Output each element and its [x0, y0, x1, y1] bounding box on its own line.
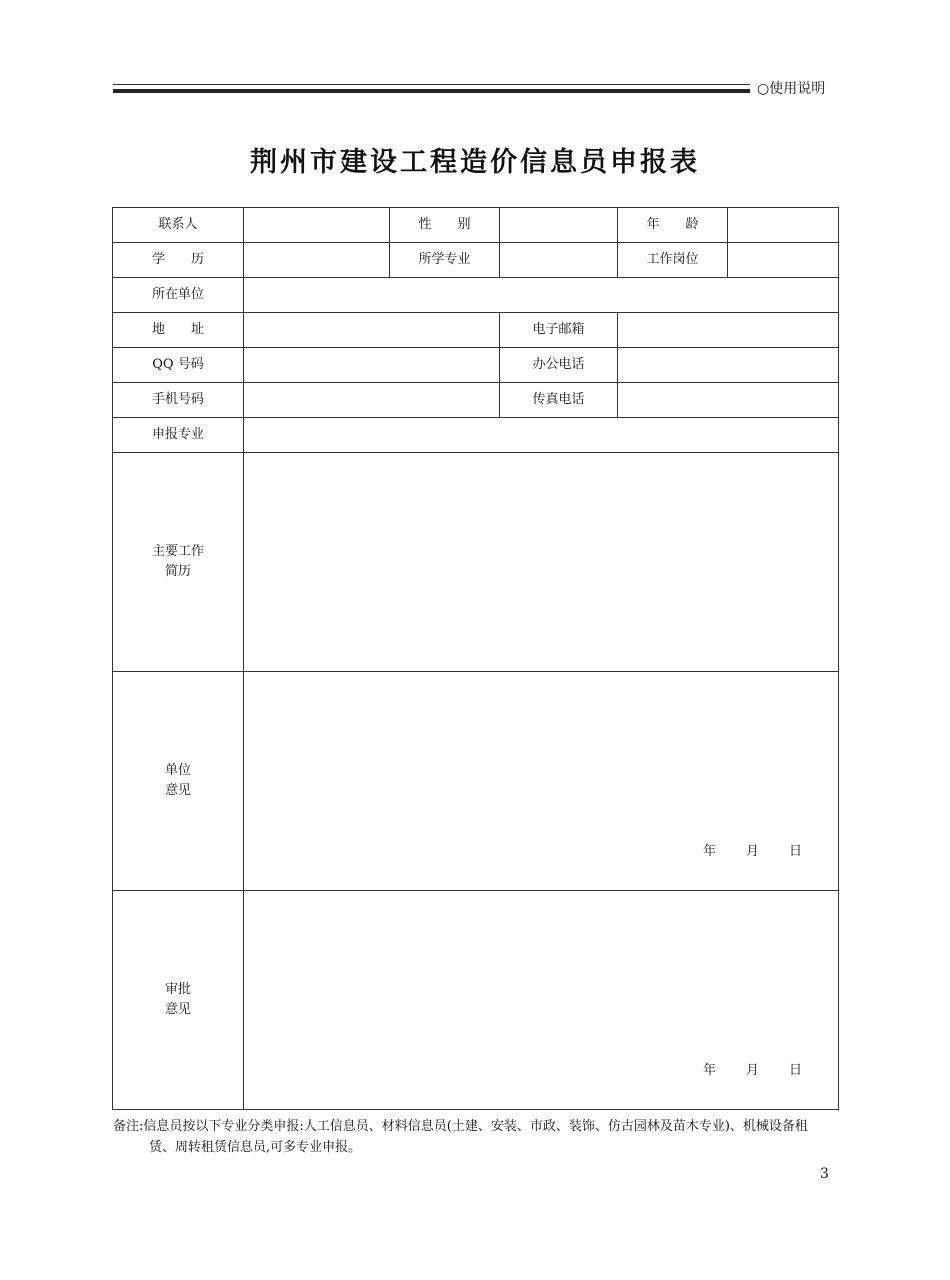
resume-field[interactable]: [244, 453, 839, 672]
resume-label-line2: 简历: [164, 564, 191, 579]
approval-label-line2: 意见: [164, 1002, 191, 1017]
approval-label: [113, 891, 244, 1110]
table-row: [113, 453, 839, 672]
qq-label: QQ 号码: [113, 348, 244, 383]
position-field[interactable]: [728, 243, 839, 278]
table-row: [113, 383, 839, 418]
education-field[interactable]: [244, 243, 390, 278]
date-day: 日: [788, 844, 802, 859]
fax-label: 传真电话: [500, 383, 618, 418]
contact-label: 联系人: [113, 208, 244, 243]
footnote-line2: 赁、周转租赁信息员,可多专业申报。: [149, 1140, 362, 1155]
gender-field[interactable]: [500, 208, 618, 243]
address-field[interactable]: [244, 313, 500, 348]
fax-field[interactable]: [618, 383, 839, 418]
unit-opinion-label: [113, 672, 244, 891]
table-row: [113, 208, 839, 243]
header-rule-thin: [113, 84, 750, 85]
date-day: 日: [788, 1063, 802, 1078]
page-title: 荆州市建设工程造价信息员申报表: [250, 147, 700, 178]
employer-field[interactable]: [244, 278, 839, 313]
resume-label: [113, 453, 244, 672]
email-label: 电子邮箱: [500, 313, 618, 348]
unit-opinion-date: [673, 842, 802, 862]
unit-opinion-label-line1: 单位: [164, 763, 191, 778]
date-year: 年: [702, 1063, 716, 1078]
footnote-line1: 备注:信息员按以下专业分类申报:人工信息员、材料信息员(土建、安装、市政、装饰、仿古园林及苗木专业)、机械设备租: [113, 1119, 808, 1134]
qq-field[interactable]: [244, 348, 500, 383]
age-field[interactable]: [728, 208, 839, 243]
table-row: [113, 418, 839, 453]
education-label: 学 历: [113, 243, 244, 278]
age-label: 年 龄: [618, 208, 728, 243]
position-label: 工作岗位: [618, 243, 728, 278]
date-month: 月: [745, 844, 759, 859]
email-field[interactable]: [618, 313, 839, 348]
major-label: 所学专业: [390, 243, 500, 278]
approval-field[interactable]: [244, 891, 839, 1110]
footnote: [113, 1116, 843, 1158]
unit-opinion-field[interactable]: [244, 672, 839, 891]
table-row: [113, 672, 839, 891]
approval-label-line1: 审批: [164, 982, 191, 997]
gender-label: 性 别: [390, 208, 500, 243]
page-number: 3: [820, 1166, 829, 1182]
employer-label: 所在单位: [113, 278, 244, 313]
table-row: [113, 313, 839, 348]
mobile-field[interactable]: [244, 383, 500, 418]
major-field[interactable]: [500, 243, 618, 278]
table-row: [113, 278, 839, 313]
office-phone-field[interactable]: [618, 348, 839, 383]
address-label: 地 址: [113, 313, 244, 348]
contact-field[interactable]: [244, 208, 390, 243]
unit-opinion-label-line2: 意见: [164, 783, 191, 798]
mobile-label: 手机号码: [113, 383, 244, 418]
header-rule-thick: [113, 89, 750, 93]
office-phone-label: 办公电话: [500, 348, 618, 383]
approval-date: [673, 1061, 802, 1081]
declared-major-label: 申报专业: [113, 418, 244, 453]
resume-label-line1: 主要工作: [151, 544, 204, 559]
table-row: [113, 348, 839, 383]
section-label: ○使用说明: [757, 81, 826, 97]
table-row: [113, 891, 839, 1110]
table-row: [113, 243, 839, 278]
declared-major-field[interactable]: [244, 418, 839, 453]
date-month: 月: [745, 1063, 759, 1078]
application-form-table: [112, 207, 839, 1110]
date-year: 年: [702, 844, 716, 859]
